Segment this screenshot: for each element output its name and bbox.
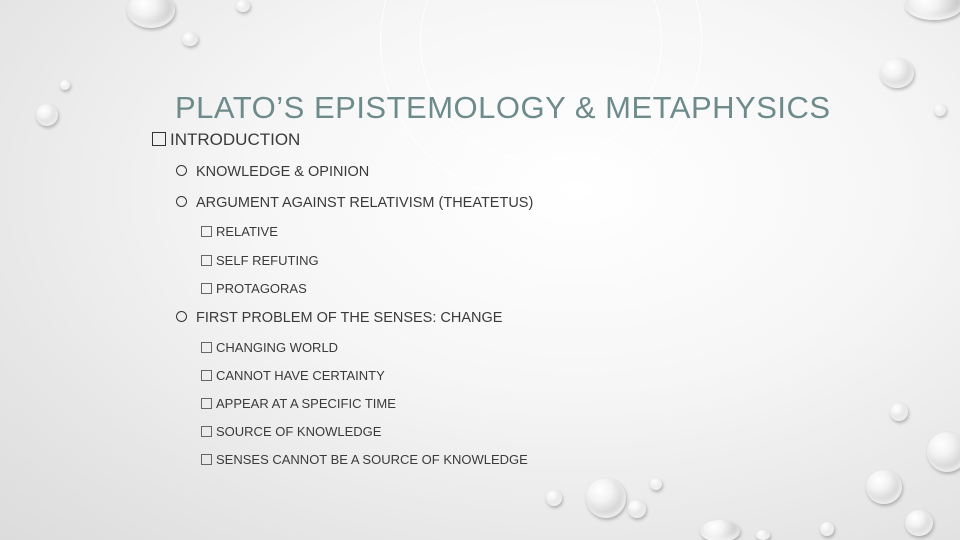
water-drop [866, 470, 902, 504]
bullet-item: INTRODUCTION [152, 130, 300, 150]
water-drop [700, 520, 740, 540]
bullet-item: SENSES CANNOT BE A SOURCE OF KNOWLEDGE [201, 452, 528, 467]
water-drop [586, 478, 626, 518]
water-drop [60, 80, 70, 90]
bullet-item: APPEAR AT A SPECIFIC TIME [201, 396, 396, 411]
water-drop [182, 32, 198, 46]
square-bullet-icon [152, 132, 166, 146]
water-drop [927, 432, 960, 472]
water-drop [880, 58, 914, 88]
square-bullet-icon [201, 342, 212, 353]
water-drop [756, 530, 770, 540]
square-bullet-icon [201, 370, 212, 381]
water-drop [905, 0, 960, 20]
bullet-item: SELF REFUTING [201, 253, 319, 268]
water-drop [127, 0, 175, 28]
square-bullet-icon [201, 283, 212, 294]
bullet-item: SOURCE OF KNOWLEDGE [201, 424, 381, 439]
water-drop [628, 500, 646, 518]
bullet-item: CANNOT HAVE CERTAINTY [201, 368, 385, 383]
water-drop [546, 490, 562, 506]
bullet-item: FIRST PROBLEM OF THE SENSES: CHANGE [176, 310, 502, 326]
water-drop [820, 522, 834, 536]
water-drop [650, 478, 662, 490]
water-drop [36, 104, 58, 126]
circle-bullet-icon [176, 196, 187, 207]
water-drop [934, 104, 946, 116]
square-bullet-icon [201, 454, 212, 465]
square-bullet-icon [201, 398, 212, 409]
bullet-item: ARGUMENT AGAINST RELATIVISM (THEATETUS) [176, 195, 533, 211]
bullet-item: RELATIVE [201, 224, 278, 239]
water-drop [236, 0, 250, 12]
water-drop [905, 510, 933, 536]
circle-bullet-icon [176, 165, 187, 176]
square-bullet-icon [201, 226, 212, 237]
slide-title: PLATO’S EPISTEMOLOGY & METAPHYSICS [175, 90, 831, 125]
water-drop [890, 403, 908, 421]
bullet-item: CHANGING WORLD [201, 340, 338, 355]
circle-bullet-icon [176, 311, 187, 322]
bullet-item: KNOWLEDGE & OPINION [176, 164, 369, 180]
square-bullet-icon [201, 426, 212, 437]
square-bullet-icon [201, 255, 212, 266]
bullet-item: PROTAGORAS [201, 281, 307, 296]
